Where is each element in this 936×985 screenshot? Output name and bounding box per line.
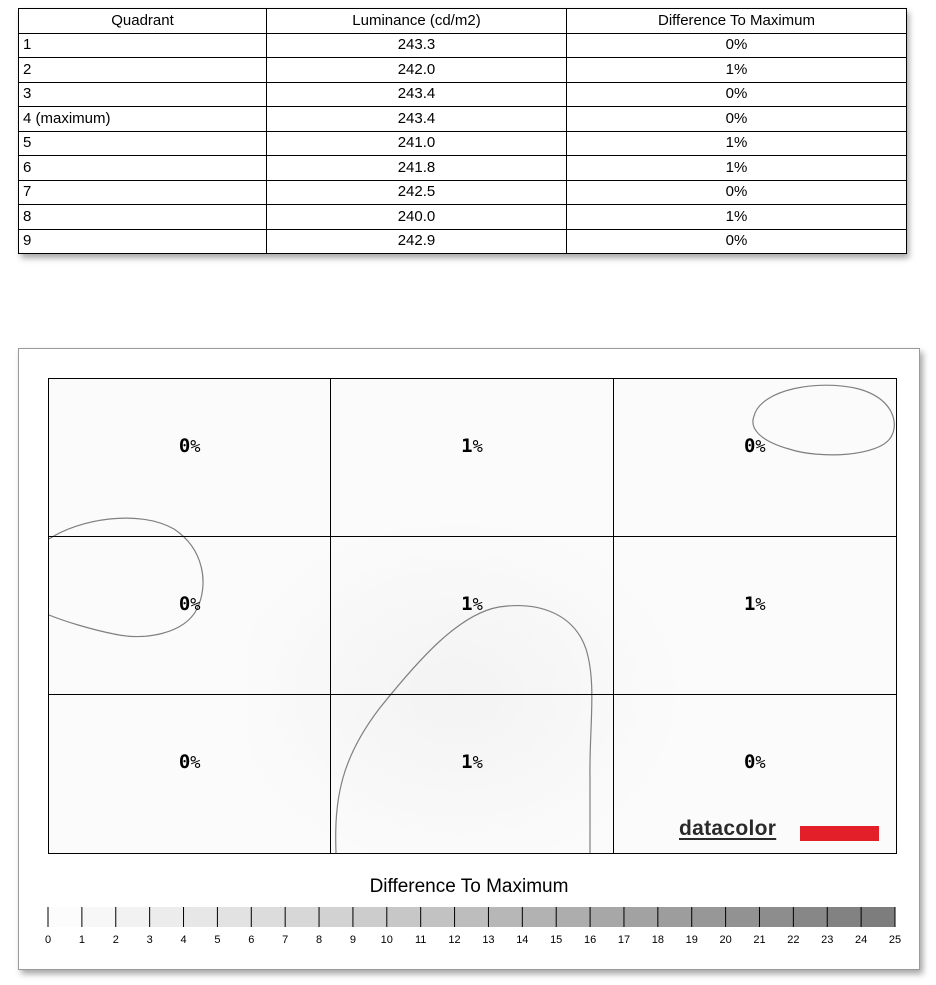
header-quadrant: Quadrant: [19, 9, 267, 34]
header-difference: Difference To Maximum: [567, 9, 907, 34]
legend-tick-label: 3: [146, 934, 153, 946]
quadrant-value: [461, 435, 483, 457]
table-header-row: [19, 9, 907, 34]
luminance-cell: 241.0: [267, 131, 567, 156]
legend-swatch: [759, 907, 793, 927]
legend-swatch: [488, 907, 522, 927]
color-legend: [19, 905, 919, 955]
difference-cell: 0%: [567, 229, 907, 254]
legend-swatch: [658, 907, 692, 927]
legend-tick-label: 12: [448, 934, 461, 946]
legend-tick-label: 25: [888, 934, 902, 946]
legend-swatch: [692, 907, 726, 927]
quadrant-value: [461, 593, 483, 615]
luminance-cell: 243.4: [267, 107, 567, 132]
legend-tick-label: 15: [550, 934, 563, 946]
quadrant-value-number: 1: [743, 592, 756, 615]
difference-cell: 0%: [567, 180, 907, 205]
legend-tick-label: 23: [821, 934, 834, 946]
legend-swatch: [861, 907, 895, 927]
quadrant-cell: 1: [19, 33, 267, 58]
luminance-cell: 242.9: [267, 229, 567, 254]
legend-tick-label: 14: [516, 934, 529, 946]
legend-tick-label: 20: [719, 934, 732, 946]
header-luminance: Luminance (cd/m2): [267, 9, 567, 34]
legend-tick-label: 18: [651, 934, 664, 946]
legend-tick-label: 17: [617, 934, 631, 946]
uniformity-grid: [48, 378, 897, 854]
table-row: [19, 82, 907, 107]
quadrant-value-unit: %: [190, 753, 201, 773]
quadrant-value: [744, 435, 766, 457]
quadrant-value-unit: %: [190, 436, 201, 457]
legend-swatch: [184, 907, 218, 927]
quadrant-6: [614, 537, 896, 695]
legend-tick-label: 6: [248, 934, 255, 946]
quadrant-5: [331, 537, 613, 695]
legend-tick-label: 7: [282, 934, 289, 946]
quadrant-8: [331, 695, 613, 853]
luminance-table-card: [18, 8, 906, 254]
legend-tick-label: 13: [482, 934, 495, 946]
quadrant-value-number: 0: [178, 434, 191, 457]
legend-tick-label: 0: [44, 934, 52, 946]
legend-tick-label: 8: [315, 934, 323, 946]
table-row: [19, 205, 907, 230]
difference-cell: 0%: [567, 33, 907, 58]
quadrant-value-number: 0: [178, 751, 191, 773]
legend-swatch: [48, 907, 82, 927]
quadrant-value: [744, 751, 766, 773]
quadrant-value-unit: %: [190, 594, 201, 615]
table-row: [19, 229, 907, 254]
luminance-table: [18, 8, 907, 254]
quadrant-cell: 4 (maximum): [19, 107, 267, 132]
quadrant-value: [179, 593, 201, 615]
legend-swatch: [827, 907, 861, 927]
quadrant-value: [461, 751, 483, 773]
legend-swatch: [455, 907, 489, 927]
legend-swatch: [217, 907, 251, 927]
quadrant-value-unit: %: [755, 436, 766, 457]
luminance-cell: 240.0: [267, 205, 567, 230]
quadrant-value-unit: %: [755, 594, 766, 615]
quadrant-value: [179, 435, 201, 457]
quadrant-cell: 5: [19, 131, 267, 156]
legend-swatch: [82, 907, 116, 927]
legend-tick-label: 4: [180, 934, 187, 946]
luminance-cell: 243.3: [267, 33, 567, 58]
legend-tick-label: 16: [583, 934, 597, 946]
legend-swatch: [590, 907, 624, 927]
legend-swatch: [556, 907, 590, 927]
luminance-cell: 242.5: [267, 180, 567, 205]
quadrant-value-number: 0: [178, 592, 191, 615]
table-row: [19, 33, 907, 58]
legend-swatch: [150, 907, 184, 927]
legend-swatch: [793, 907, 827, 927]
table-row: [19, 107, 907, 132]
legend-tick-label: 19: [685, 934, 698, 946]
quadrant-1: [49, 379, 331, 537]
difference-cell: 1%: [567, 131, 907, 156]
legend-swatch: [387, 907, 421, 927]
legend-tick-label: 2: [112, 934, 119, 946]
quadrant-value-number: 0: [743, 751, 756, 773]
legend-swatch: [624, 907, 658, 927]
table-row: [19, 180, 907, 205]
quadrant-value-number: 1: [461, 751, 473, 773]
quadrant-3: [614, 379, 896, 537]
legend-swatch: [726, 907, 760, 927]
quadrant-value-unit: %: [472, 594, 483, 615]
difference-cell: 0%: [567, 82, 907, 107]
difference-cell: 1%: [567, 205, 907, 230]
quadrant-value-number: 1: [461, 592, 473, 615]
difference-cell: 0%: [567, 107, 907, 132]
legend-swatch: [285, 907, 319, 927]
quadrant-cell: 8: [19, 205, 267, 230]
quadrant-value-unit: %: [472, 436, 483, 457]
legend-swatch: [251, 907, 285, 927]
quadrant-cell: 3: [19, 82, 267, 107]
legend-swatch: [353, 907, 387, 927]
legend-swatch: [116, 907, 150, 927]
legend-tick-label: 5: [214, 934, 221, 946]
legend-title: Difference To Maximum: [369, 876, 569, 897]
table-row: [19, 131, 907, 156]
table-row: [19, 58, 907, 83]
luminance-cell: 243.4: [267, 82, 567, 107]
legend-swatch: [522, 907, 556, 927]
quadrant-value: [744, 593, 766, 615]
luminance-cell: 242.0: [267, 58, 567, 83]
logo-bar: [800, 826, 879, 841]
quadrant-cell: 2: [19, 58, 267, 83]
difference-cell: 1%: [567, 156, 907, 181]
legend-swatch: [421, 907, 455, 927]
quadrant-cell: 9: [19, 229, 267, 254]
legend-tick-label: 22: [787, 934, 800, 946]
logo-text: datacolor: [679, 817, 777, 840]
quadrant-cell: 6: [19, 156, 267, 181]
datacolor-logo: [679, 817, 899, 847]
legend-tick-label: 10: [380, 934, 393, 946]
quadrant-value: [179, 751, 201, 773]
quadrant-cell: 7: [19, 180, 267, 205]
uniformity-panel: [18, 348, 920, 970]
legend-tick-label: 1: [78, 934, 85, 946]
quadrant-2: [331, 379, 613, 537]
quadrant-4: [49, 537, 331, 695]
table-row: [19, 156, 907, 181]
quadrant-value-unit: %: [755, 753, 766, 773]
difference-cell: 1%: [567, 58, 907, 83]
legend-tick-label: 9: [349, 934, 356, 946]
luminance-cell: 241.8: [267, 156, 567, 181]
quadrant-7: [49, 695, 331, 853]
quadrant-value-unit: %: [472, 753, 483, 773]
legend-tick-label: 24: [854, 934, 868, 946]
legend-tick-label: 21: [753, 934, 766, 946]
legend-tick-label: 11: [414, 934, 427, 946]
legend-swatch: [319, 907, 353, 927]
quadrant-value-number: 0: [743, 434, 756, 457]
quadrant-value-number: 1: [461, 434, 473, 457]
